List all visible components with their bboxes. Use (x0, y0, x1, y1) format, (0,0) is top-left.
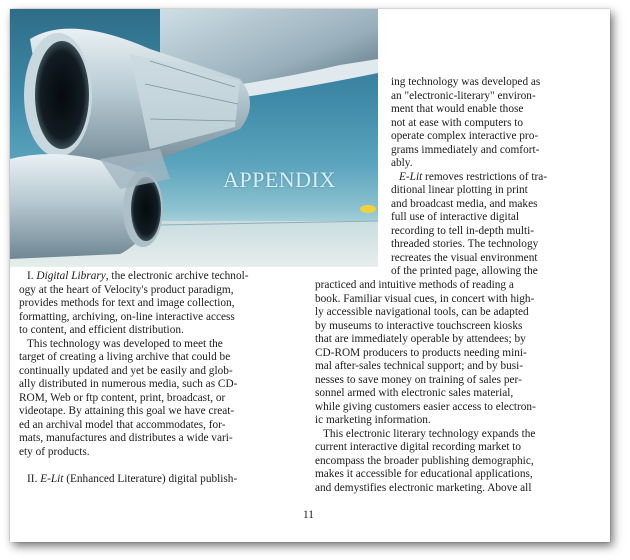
text-line: mal after-sales technical support; and by busi- (315, 360, 524, 372)
text-line: ogy at the heart of Velocity's product paradigm, (19, 283, 234, 296)
jet-engine-illustration (10, 9, 378, 267)
text-line: ic marketing information. (315, 414, 431, 426)
text-line: formatting, archiving, on-line interactive access (19, 310, 235, 323)
text-line: ing technology was developed as (391, 76, 541, 88)
text-line: nesses to save money on training of sales per- (315, 373, 522, 386)
left-column-text (19, 270, 249, 486)
text-line: ditional linear plotting in print (391, 184, 528, 196)
text-line: II. E-Lit (Enhanced Literature) digital publish- (27, 472, 238, 485)
text-line: ment that would enable those (391, 103, 524, 115)
jet-engine-photo (10, 9, 378, 267)
text-line: E-Lit removes restrictions of tra- (399, 170, 548, 183)
text-line: recreates the visual environment (391, 251, 538, 264)
text-line: videotape. By attaining this goal we have creat- (19, 405, 235, 417)
text-line: encompass the broader publishing demographic, (315, 454, 534, 467)
text-line: CD-ROM producers to products needing mini- (315, 346, 527, 359)
right-column-bottom-text (315, 279, 536, 495)
text-line: mats, manufactures and distributes a wide vari- (19, 432, 233, 444)
page-number: 11 (303, 509, 314, 521)
text-line: sonnel armed with electronic sales material, (315, 387, 514, 399)
text-line: full use of interactive digital (391, 211, 519, 223)
text-line: practiced and intuitive methods of reading a (315, 279, 514, 291)
text-line: that are immediately operable by attendees; by (315, 333, 526, 345)
document-page (10, 9, 610, 542)
text-line: while giving customers easier access to electron- (315, 400, 536, 413)
text-line: not at ease with computers to (391, 116, 524, 129)
text-line: threaded stories. The technology (391, 238, 539, 250)
text-line: and demystifies electronic marketing. Above all (315, 481, 532, 494)
text-line: provides methods for text and image collection, (19, 297, 235, 309)
text-line: target of creating a living archive that could be (19, 351, 231, 363)
text-line: current interactive digital recording market to (315, 441, 522, 453)
text-line: ed an archival model that accommodates, for- (19, 418, 226, 431)
text-line: ably. (391, 157, 413, 169)
text-line: makes it accessible for educational applications, (315, 468, 533, 480)
right-column-top-text (391, 76, 547, 279)
text-line: This technology was developed to meet the (27, 337, 223, 350)
text-line: by museums to interactive touchscreen kiosks (315, 319, 523, 332)
text-line: book. Familiar visual cues, in concert with high- (315, 292, 535, 305)
text-line: ly accessible navigational tools, can be adapted (315, 306, 529, 318)
text-line: of the printed page, allowing the (391, 265, 538, 277)
text-line: ally distributed in numerous media, such as CD- (19, 378, 238, 390)
text-line: ety of products. (19, 445, 90, 458)
text-line: This electronic literary technology expands the (323, 427, 536, 440)
text-line: operate complex interactive pro- (391, 130, 539, 142)
text-line: to content, and efficient distribution. (19, 324, 184, 336)
text-line: continually updated and yet be easily and glob- (19, 364, 233, 377)
text-line (19, 459, 249, 473)
text-line: I. Digital Library, the electronic archive technol- (27, 270, 249, 282)
text-line: grams immediately and comfort- (391, 143, 540, 156)
text-line: ROM, Web or ftp content, print, broadcast, or (19, 391, 226, 404)
text-line: an "electronic-literary" environ- (391, 89, 536, 102)
text-line: and broadcast media, and makes (391, 197, 538, 210)
appendix-title: APPENDIX (223, 167, 336, 192)
text-line: recording to tell in-depth multi- (391, 224, 535, 237)
